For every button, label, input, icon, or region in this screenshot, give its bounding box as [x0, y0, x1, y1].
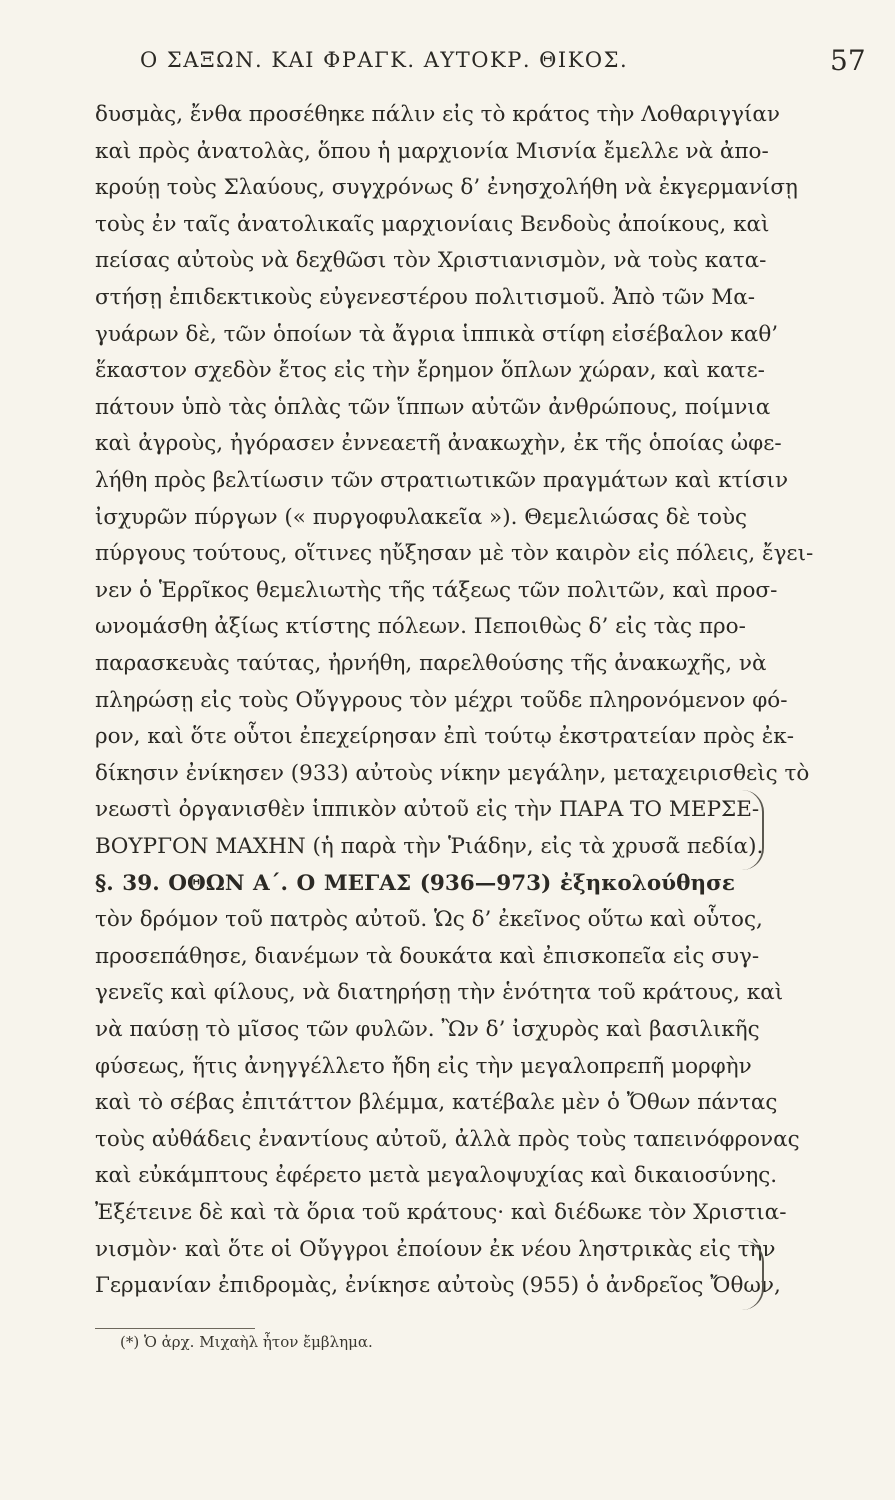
text-line: Ἐξέτεινε δὲ καὶ τὰ ὅρια τοῦ κράτους· καὶ διέδωκε τὸν Χριστια-	[95, 1200, 787, 1225]
text-line: δίκησιν ἐνίκησεν (933) αὐτοὺς νίκην μεγάλην, μεταχειρισθεὶς τὸ	[95, 760, 810, 786]
text-line: τοὺς ἐν ταῖς ἀνατολικαῖς μαρχιονίαις Βενδοὺς ἀποίκους, καὶ	[95, 211, 770, 237]
text-line: ἕκαστον σχεδὸν ἔτος εἰς τὴν ἔρημον ὅπλων χώραν, καὶ κατε-	[95, 358, 765, 384]
text-line: Γερμανίαν ἐπιδρομὰς, ἐνίκησε αὐτοὺς (955) ὁ ἀνδρεῖος Ὄθων,	[95, 1273, 781, 1299]
text-line: νεν ὁ Ἑρρῖκος θεμελιωτὴς τῆς τάξεως τῶν πολιτῶν, καὶ προσ-	[95, 577, 778, 603]
text-line: παρασκευὰς ταύτας, ἠρνήθη, παρελθούσης τῆς ἀνακωχῆς, νὰ	[95, 651, 767, 676]
pen-bracket-mark	[742, 790, 764, 870]
text-line: ωνομάσθη ἀξίως κτίστης πόλεων. Πεποιθὼς δ’ εἰς τὰς προ-	[95, 614, 746, 640]
text-line: γενεῖς καὶ φίλους, νὰ διατηρήσῃ τὴν ἑνότητα τοῦ κράτους, καὶ	[95, 980, 784, 1006]
text-line: γυάρων δὲ, τῶν ὁποίων τὰ ἄγρια ἱππικὰ στίφη εἰσέβαλον καθ’	[95, 321, 779, 347]
text-line: πείσας αὐτοὺς νὰ δεχθῶσι τὸν Χριστιανισμὸν, νὰ τοὺς κατα-	[95, 248, 767, 274]
text-line: καὶ τὸ σέβας ἐπιτάττον βλέμμα, κατέβαλε μὲν ὁ Ὄθων πάντας	[95, 1090, 778, 1116]
text-line: πληρώσῃ εἰς τοὺς Οὔγγρους τὸν μέχρι τοῦδε πληρονόμενον φό-	[95, 687, 788, 713]
text-line: τὸν δρόμον τοῦ πατρὸς αὐτοῦ. Ὡς δ’ ἐκεῖνος οὕτω καὶ οὗτος,	[95, 907, 763, 933]
text-line: κρούῃ τοὺς Σλαύους, συγχρόνως δ’ ἐνησχολήθη νὰ ἐκγερμανίσῃ	[95, 175, 798, 201]
footnote: (*) Ὁ ἀρχ. Μιχαὴλ ἦτον ἔμβλημα.	[120, 1333, 373, 1351]
text-line: νεωστὶ ὀργανισθὲν ἱππικὸν αὐτοῦ εἰς τὴν ΠΑΡΑ ΤΟ ΜΕΡΣΕ-	[95, 797, 760, 823]
pen-bracket-mark	[742, 1240, 764, 1310]
text-line: πύργους τούτους, οἵτινες ηὔξησαν μὲ τὸν καιρὸν εἰς πόλεις, ἔγει-	[95, 541, 814, 567]
running-title: Ο ΣΑΞΩΝ. ΚΑΙ ΦΡΑΓΚ. ΑΥΤΟΚΡ. ΘΙΚΟΣ.	[140, 48, 629, 72]
text-line: προσεπάθησε, διανέμων τὰ δουκάτα καὶ ἐπισκοπεῖα εἰς συγ-	[95, 943, 760, 969]
footnote-rule	[95, 1328, 255, 1329]
text-line: ἰσχυρῶν πύργων (« πυργοφυλακεῖα »). Θεμελιώσας δὲ τοὺς	[95, 504, 748, 530]
running-header	[0, 44, 895, 84]
text-line: ΒΟΥΡΓΟΝ ΜΑΧΗΝ (ἡ παρὰ τὴν Ῥιάδην, εἰς τὰ χρυσᾶ πεδία).	[95, 834, 764, 859]
text-line: ρον, καὶ ὅτε οὗτοι ἐπεχείρησαν ἐπὶ τούτῳ ἐκστρατείαν πρὸς ἐκ-	[95, 724, 795, 750]
text-line: νὰ παύσῃ τὸ μῖσος τῶν φυλῶν. Ὢν δ’ ἰσχυρὸς καὶ βασιλικῆς	[95, 1017, 760, 1042]
text-line: φύσεως, ἥτις ἀνηγγέλλετο ἤδη εἰς τὴν μεγαλοπρεπῆ μορφὴν	[95, 1053, 752, 1079]
text-line: τοὺς αὐθάδεις ἐναντίους αὐτοῦ, ἀλλὰ πρὸς τοὺς ταπεινόφρονας	[95, 1126, 800, 1152]
text-line: νισμὸν· καὶ ὅτε οἱ Οὔγγροι ἐποίουν ἐκ νέου ληστρικὰς εἰς τὴν	[95, 1236, 776, 1262]
page-number: 57	[830, 44, 866, 77]
text-line: στήσῃ ἐπιδεκτικοὺς εὐγενεστέρου πολιτισμοῦ. Ἀπὸ τῶν Μα-	[95, 285, 756, 310]
text-line: καὶ πρὸς ἀνατολὰς, ὅπου ἡ μαρχιονία Μισνία ἔμελλε νὰ ἀπο-	[95, 138, 769, 164]
text-line: καὶ εὐκάμπτους ἐφέρετο μετὰ μεγαλοψυχίας καὶ δικαιοσύνης.	[95, 1163, 778, 1189]
text-line: καὶ ἀγροὺς, ἠγόρασεν ἐννεαετῆ ἀνακωχὴν, ἐκ τῆς ὁποίας ὠφε-	[95, 431, 782, 457]
text-line: δυσμὰς, ἔνθα προσέθηκε πάλιν εἰς τὸ κράτος τὴν Λοθαριγγίαν	[95, 102, 780, 127]
text-line: λήθη πρὸς βελτίωσιν τῶν στρατιωτικῶν πραγμάτων καὶ κτίσιν	[95, 468, 789, 493]
text-line: πάτουν ὑπὸ τὰς ὁπλὰς τῶν ἵππων αὐτῶν ἀνθρώπους, ποίμνια	[95, 394, 771, 420]
section-heading-line: §. 39. ΟΘΩΝ Α΄. Ο ΜΕΓΑΣ (936—973) ἐξηκολούθησε	[95, 870, 735, 896]
